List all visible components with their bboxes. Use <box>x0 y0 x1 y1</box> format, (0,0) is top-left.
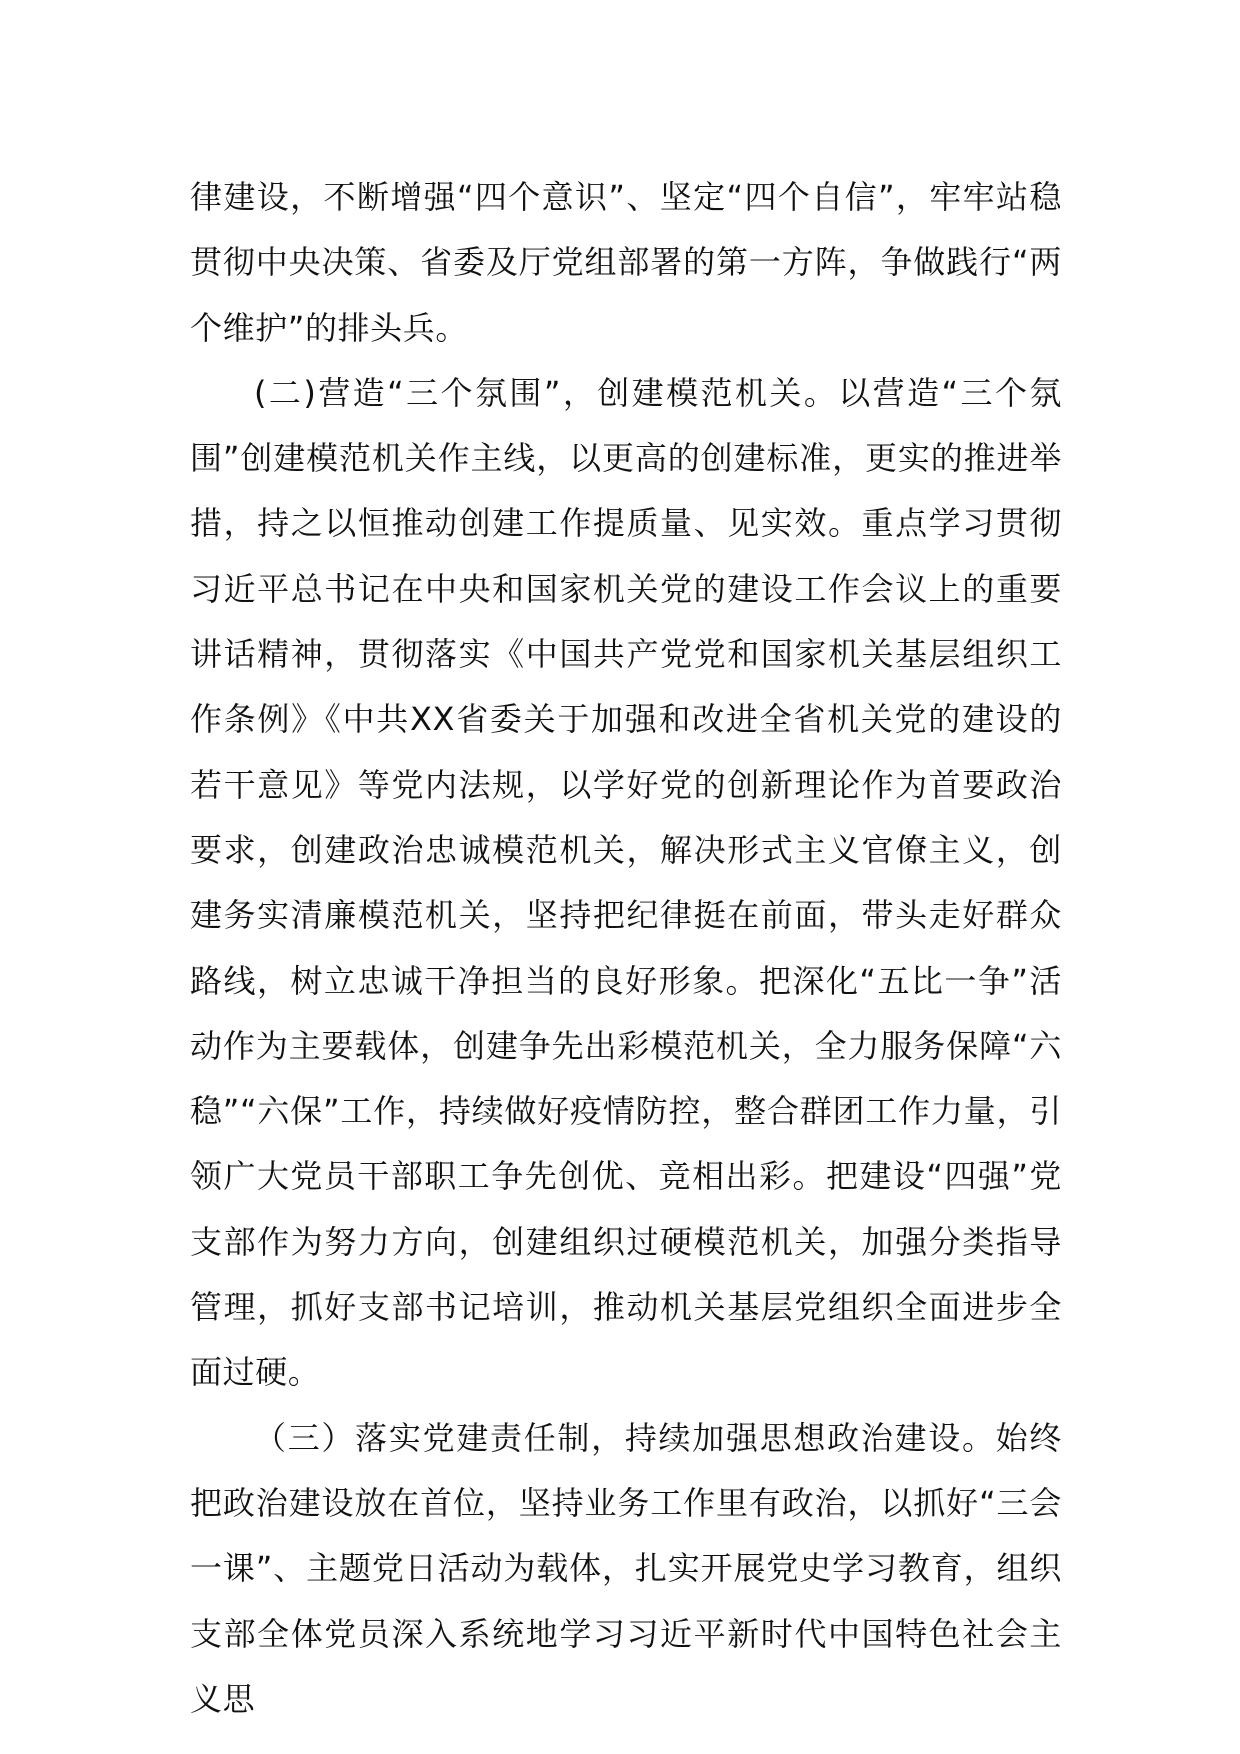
paragraph-continuation: 律建设，不断增强“四个意识”、坚定“四个自信”，牢牢站稳贯彻中央决策、省委及厅党组部署的第一方阵，争做践行“两个维护”的排头兵。 <box>190 178 1062 347</box>
paragraph-section-two: (二)营造“三个氛围”，创建模范机关。以营造“三个氛围”创建模范机关作主线，以更高的创建标准，更实的推进举措，持之以恒推动创建工作提质量、见实效。重点学习贯彻习近平总书记在中央和国家机关党的建设工作会议上的重要讲话精神，贯彻落实《中国共产党党和国家机关基层组织工作条例》《中共XX省委关于加强和改进全省机关党的建设的若干意见》等党内法规，以学好党的创新理论作为首要政治要求，创建政治忠诚模范机关，解决形式主义官僚主义，创建务实清廉模范机关，坚持把纪律挺在前面，带头走好群众路线，树立忠诚干净担当的良好形象。把深化“五比一争”活动作为主要载体，创建争先出彩模范机关，全力服务保障“六稳”“六保”工作，持续做好疫情防控，整合群团工作力量，引领广大党员干部职工争先创优、竞相出彩。把建设“四强”党支部作为努力方向，创建组织过硬模范机关，加强分类指导管理，抓好支部书记培训，推动机关基层党组织全面进步全面过硬。 <box>190 373 1062 1392</box>
document-body <box>190 165 1062 1732</box>
paragraph-section-three: （三）落实党建责任制，持续加强思想政治建设。始终把政治建设放在首位，坚持业务工作里有政治，以抓好“三会一课”、主题党日活动为载体，扎实开展党史学习教育，组织支部全体党员深入系统地学习习近平新时代中国特色社会主义思 <box>190 1418 1062 1718</box>
